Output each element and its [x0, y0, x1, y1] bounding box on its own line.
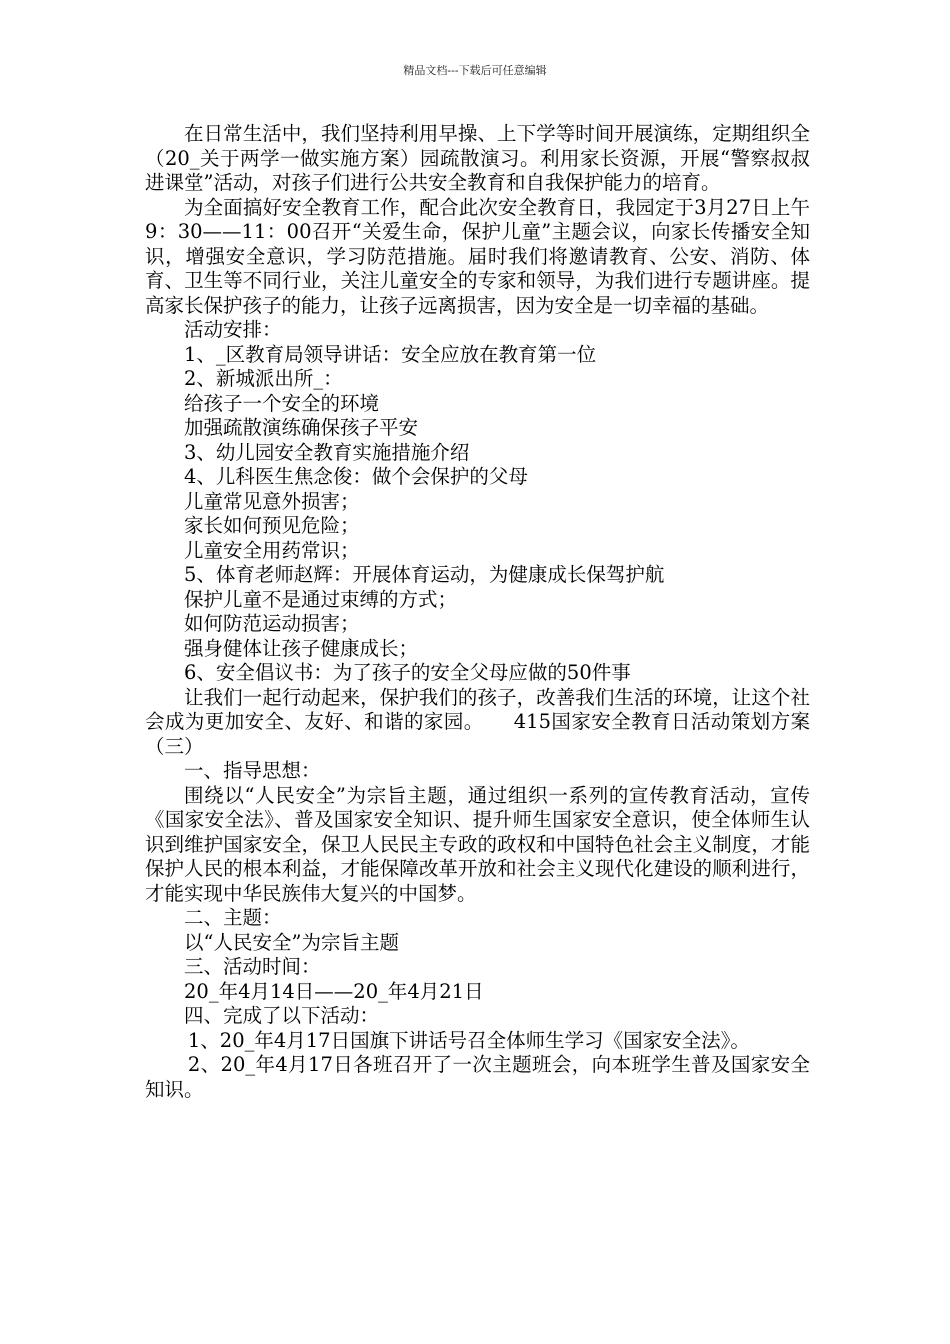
list-item: 给孩子一个安全的环境 [184, 391, 380, 415]
list-item: 儿童安全用药常识； [184, 538, 360, 562]
paragraph: 活动安排： [184, 318, 282, 341]
list-item: 保护儿童不是通过束缚的方式； [184, 587, 458, 611]
section-heading: 四、完成了以下活动： [184, 1004, 380, 1027]
paragraph: 为全面搞好安全教育工作，配合此次安全教育日，我园定于3月27日上午9：30——11：00召开“关爱生命，保护儿童”主题会议，向家长传播安全知识，增强安全意识，学习防范措施。届时我们将邀请教育、公安、消防、体育、卫生等不同行业，关注儿童安全的专家和领导，为我们进行专题讲座。提高家长保护孩子的能力，让孩子远离损害，因为安全是一切幸福的基础。 [145, 195, 810, 317]
list-item: 2、20_年4月17日各班召开了一次主题班会，向本班学生普及国家安全知识。 [145, 1053, 810, 1101]
list-item: 4、儿科医生焦念俊：做个会保护的父母 [184, 465, 528, 488]
list-item: 1、_区教育局领导讲话：安全应放在教育第一位 [184, 342, 597, 366]
list-item: 强身健体让孩子健康成长； [184, 636, 419, 660]
list-item: 3、幼儿园安全教育实施措施介绍 [184, 440, 470, 464]
list-item: 6、安全倡议书：为了孩子的安全父母应做的50件事 [184, 661, 631, 684]
list-item: 如何防范运动损害； [184, 612, 360, 635]
list-item: 2、新城派出所_： [184, 367, 343, 390]
section-heading: 一、指导思想： [184, 759, 321, 782]
paragraph: 在日常生活中，我们坚持利用早操、上下学等时间开展演练，定期组织全（20_关于两学一做实施方案）园疏散演习。利用家长资源，开展“警察叔叔进课堂”活动，对孩子们进行公共安全教育和自我保护能力的培育。 [145, 122, 810, 194]
list-item: 家长如何预见危险； [184, 514, 360, 537]
paragraph: 以“人民安全”为宗旨主题 [184, 930, 399, 954]
list-item: 儿童常见意外损害； [184, 489, 360, 513]
page-header: 精品文档---下载后可任意编辑 [403, 64, 547, 77]
paragraph: 围绕以“人民安全”为宗旨主题，通过组织一系列的宣传教育活动，宣传《国家安全法》、普及国家安全知识、提升师生国家安全意识，使全体师生认识到维护国家安全，保卫人民民主专政的政权和中国特色社会主义制度，才能保护人民的根本利益，才能保障改革开放和社会主义现代化建设的顺利进行，才能实现中华民族伟大复兴的中国梦。 [145, 783, 810, 905]
list-item: 5、体育老师赵辉：开展体育运动，为健康成长保驾护航 [184, 563, 665, 586]
list-item: 加强疏散演练确保孩子平安 [184, 416, 419, 439]
list-item: 1、20_年4月17日国旗下讲话号召全体师生学习《国家安全法》。 [187, 1028, 750, 1052]
section-heading: 三、活动时间： [184, 955, 321, 978]
section-heading: 二、主题： [184, 906, 282, 929]
document-body [145, 122, 810, 1102]
paragraph: 让我们一起行动起来，保护我们的孩子，改善我们生活的环境，让这个社会成为更加安全、友好、和谐的家园。 415国家安全教育日活动策划方案（三） [145, 685, 810, 758]
paragraph: 20_年4月14日——20_年4月21日 [184, 979, 484, 1003]
